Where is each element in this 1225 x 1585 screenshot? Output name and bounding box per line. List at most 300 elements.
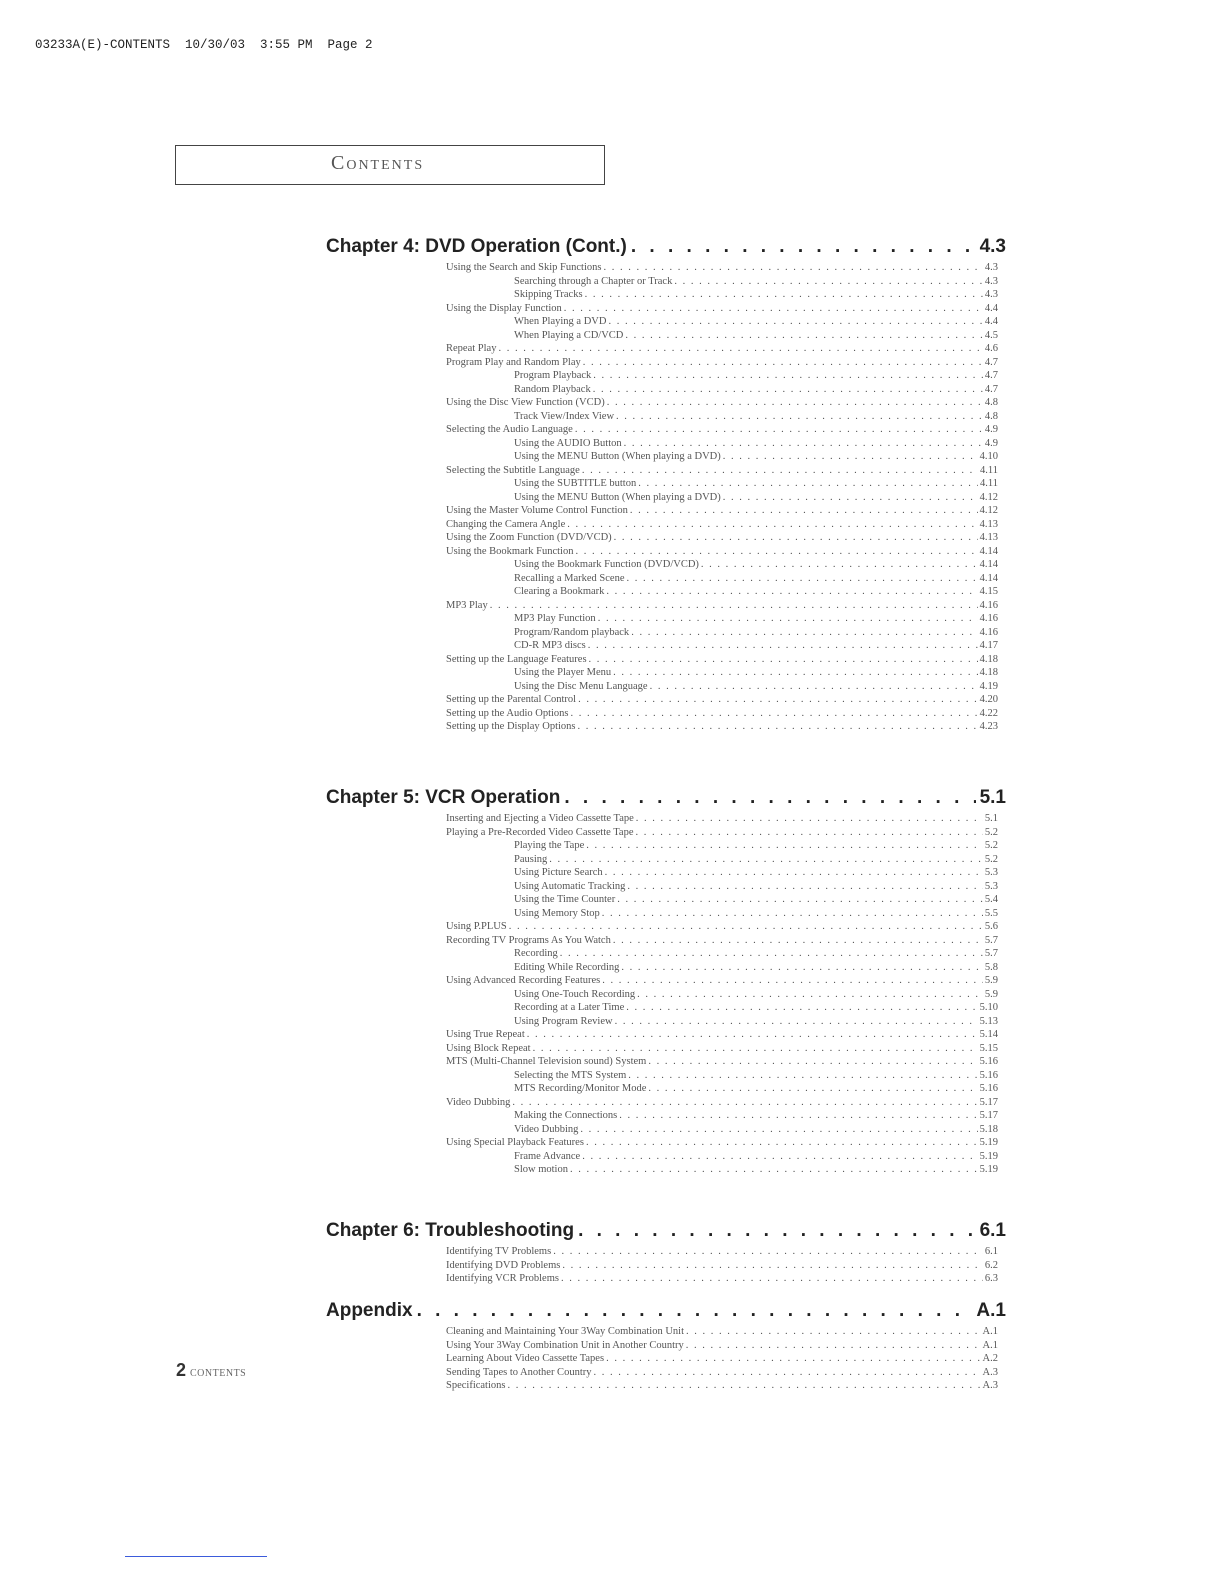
- toc-entry[interactable]: [326, 546, 998, 560]
- dot-leader: [631, 627, 977, 638]
- entry-page: 4.8: [984, 397, 998, 408]
- entry-title: Video Dubbing: [514, 1123, 579, 1135]
- entry-page: 5.16: [979, 1056, 998, 1067]
- appendix-section: [326, 1300, 1006, 1394]
- dot-leader: [560, 948, 983, 959]
- entry-page: 5.9: [984, 975, 998, 986]
- toc-entry[interactable]: [326, 357, 998, 371]
- dot-leader: [571, 708, 978, 719]
- dot-leader: [586, 840, 983, 851]
- toc-entry[interactable]: [326, 519, 998, 533]
- entry-title: Using Memory Stop: [514, 907, 600, 919]
- page-number: [176, 1360, 246, 1381]
- entry-page: A.3: [982, 1380, 998, 1391]
- entry-title: Making the Connections: [514, 1110, 618, 1121]
- entry-page: 4.11: [980, 464, 998, 476]
- entry-title: Playing a Pre-Recorded Video Cassette Tape: [446, 826, 634, 838]
- entry-title: Using Block Repeat: [446, 1042, 531, 1054]
- toc-subentry[interactable]: [326, 867, 998, 881]
- entry-page: 4.16: [979, 613, 998, 624]
- entry-page: A.1: [982, 1339, 998, 1351]
- entry-page: 4.11: [980, 478, 998, 489]
- entry-page: 5.16: [979, 1083, 998, 1094]
- entry-title: Using the Bookmark Function: [446, 545, 574, 557]
- dot-leader: [648, 1056, 977, 1067]
- entry-page: 4.4: [984, 302, 998, 314]
- entry-title: Using the Zoom Function (DVD/VCD): [446, 532, 612, 543]
- dot-leader: [616, 411, 983, 422]
- entry-title: Inserting and Ejecting a Video Cassette Tape: [446, 813, 634, 824]
- entry-title: Using the SUBTITLE button: [514, 478, 637, 489]
- entry-title: Repeat Play: [446, 343, 497, 354]
- entry-page: 4.7: [984, 383, 998, 395]
- dot-leader: [606, 1353, 980, 1364]
- toc-entry[interactable]: [326, 1246, 998, 1260]
- dot-leader: [527, 1029, 978, 1040]
- entry-page: 5.16: [979, 1069, 998, 1081]
- entry-title: Cleaning and Maintaining Your 3Way Combination Unit: [446, 1326, 685, 1337]
- entry-title: Recording TV Programs As You Watch: [446, 934, 611, 946]
- dot-leader: [636, 813, 983, 824]
- toc-subentry[interactable]: [326, 438, 998, 452]
- dot-leader: [674, 276, 983, 287]
- entry-title: Clearing a Bookmark: [514, 586, 605, 597]
- entry-page: 4.16: [979, 626, 998, 638]
- dot-leader: [582, 1151, 977, 1162]
- dot-leader: [602, 975, 983, 986]
- chapter-heading[interactable]: [326, 787, 1006, 813]
- dot-leader: [564, 787, 975, 809]
- entry-title: Program Play and Random Play: [446, 356, 581, 368]
- print-slug: 03233A(E)-CONTENTS 10/30/03 3:55 PM Page 2: [35, 38, 373, 52]
- entry-page: 5.15: [979, 1042, 998, 1054]
- entry-page: 4.18: [979, 667, 998, 678]
- chapter-page: 6.1: [979, 1220, 1006, 1241]
- chapter-heading[interactable]: [326, 236, 1006, 262]
- toc-entry[interactable]: [326, 343, 998, 357]
- toc-entry[interactable]: [326, 694, 998, 708]
- toc-entry[interactable]: [326, 921, 998, 935]
- toc-subentry[interactable]: [326, 384, 998, 398]
- toc-subentry[interactable]: [326, 681, 998, 695]
- entry-title: Setting up the Display Options: [446, 721, 576, 732]
- entry-title: Using the MENU Button (When playing a DVD): [514, 451, 721, 462]
- toc-subentry[interactable]: [326, 1124, 998, 1138]
- toc-entry[interactable]: [326, 397, 998, 411]
- dot-leader: [498, 343, 982, 354]
- entry-title: Setting up the Language Features: [446, 653, 587, 665]
- entry-title: Slow motion: [514, 1164, 568, 1175]
- entry-page: 4.6: [984, 343, 998, 354]
- dot-leader: [615, 1016, 978, 1027]
- entry-title: Using the Master Volume Control Function: [446, 505, 628, 516]
- toc-subentry[interactable]: [326, 881, 998, 895]
- dot-leader: [512, 1097, 977, 1108]
- toc-subentry[interactable]: [326, 276, 998, 290]
- toc-entry[interactable]: [326, 1326, 998, 1340]
- toc-entry[interactable]: [326, 1340, 998, 1354]
- entry-page: 4.5: [984, 329, 998, 341]
- toc-subentry[interactable]: [326, 667, 998, 681]
- toc-entry[interactable]: [326, 1056, 998, 1070]
- entry-title: Using the Search and Skip Functions: [446, 262, 602, 273]
- toc-subentry[interactable]: [326, 478, 998, 492]
- dot-leader: [624, 438, 983, 449]
- entry-page: 5.18: [979, 1123, 998, 1135]
- entry-title: Program Playback: [514, 370, 592, 381]
- toc-subentry[interactable]: [326, 316, 998, 330]
- entry-title: Editing While Recording: [514, 961, 620, 973]
- entry-title: Using the Display Function: [446, 302, 562, 314]
- dot-leader: [578, 1220, 976, 1242]
- entry-title: Using the Disc View Function (VCD): [446, 397, 605, 408]
- entry-title: Using the Player Menu: [514, 667, 612, 678]
- toc-subentry[interactable]: [326, 840, 998, 854]
- chapter-heading[interactable]: [326, 1300, 1006, 1326]
- toc-entry[interactable]: [326, 1097, 998, 1111]
- entry-title: Selecting the Subtitle Language: [446, 464, 580, 476]
- entry-title: Setting up the Audio Options: [446, 707, 569, 719]
- toc-subentry[interactable]: [326, 908, 998, 922]
- chapter-section: [326, 1220, 1006, 1287]
- entry-page: 5.8: [984, 961, 998, 973]
- entry-page: 4.17: [979, 640, 998, 651]
- entry-page: 6.1: [984, 1246, 998, 1257]
- dot-leader: [686, 1326, 981, 1337]
- entry-page: 4.12: [979, 491, 998, 503]
- toc-entry[interactable]: [326, 1367, 998, 1381]
- entry-title: Using Automatic Tracking: [514, 880, 626, 892]
- entry-title: Learning About Video Cassette Tapes: [446, 1353, 605, 1364]
- dot-leader: [617, 894, 983, 905]
- entry-title: Recording: [514, 948, 558, 959]
- contents-title-box: [175, 145, 605, 185]
- entry-page: 4.13: [979, 518, 998, 530]
- chapter-page: A.1: [976, 1300, 1006, 1321]
- entry-page: 4.14: [979, 559, 998, 570]
- page-label: CONTENTS: [190, 1368, 247, 1379]
- dot-leader: [603, 262, 982, 273]
- toc-subentry[interactable]: [326, 1016, 998, 1030]
- dot-leader: [701, 559, 978, 570]
- entry-title: MTS (Multi-Channel Television sound) System: [446, 1056, 647, 1067]
- chapter-title: Appendix: [326, 1300, 413, 1321]
- entry-title: CD-R MP3 discs: [514, 640, 586, 651]
- dot-leader: [507, 1380, 980, 1391]
- dot-leader: [625, 330, 983, 341]
- dot-leader: [561, 1273, 983, 1284]
- entry-page: 5.3: [984, 867, 998, 878]
- entry-page: 4.7: [984, 370, 998, 381]
- toc-subentry[interactable]: [326, 451, 998, 465]
- dot-leader: [570, 1164, 978, 1175]
- entry-page: 6.2: [984, 1259, 998, 1271]
- entry-title: MP3 Play: [446, 599, 488, 611]
- entry-title: Using One-Touch Recording: [514, 988, 636, 1000]
- toc-subentry[interactable]: [326, 1164, 998, 1178]
- dot-leader: [578, 721, 978, 732]
- entry-title: Recalling a Marked Scene: [514, 572, 625, 584]
- dot-leader: [533, 1043, 978, 1054]
- entry-page: 5.2: [984, 840, 998, 851]
- toc-subentry[interactable]: [326, 1110, 998, 1124]
- entry-title: Searching through a Chapter or Track: [514, 275, 673, 287]
- entry-page: 5.3: [984, 880, 998, 892]
- dot-leader: [638, 478, 978, 489]
- dot-leader: [614, 532, 978, 543]
- entry-page: 4.12: [979, 505, 998, 516]
- dot-leader: [605, 867, 983, 878]
- toc-entry[interactable]: [326, 303, 998, 317]
- entry-title: Identifying DVD Problems: [446, 1259, 561, 1271]
- entry-page: A.3: [982, 1366, 998, 1378]
- entry-title: Using the MENU Button (When playing a DVD): [514, 491, 721, 503]
- toc-subentry[interactable]: [326, 370, 998, 384]
- entry-title: Using the Time Counter: [514, 894, 616, 905]
- dot-leader: [567, 519, 977, 530]
- toc-entry[interactable]: [326, 813, 998, 827]
- entry-page: 5.19: [979, 1137, 998, 1148]
- entry-title: Using the Disc Menu Language: [514, 680, 648, 692]
- entry-page: 5.19: [979, 1164, 998, 1175]
- entry-page: 5.17: [979, 1110, 998, 1121]
- dot-leader: [490, 600, 978, 611]
- dot-leader: [585, 289, 983, 300]
- entry-page: 5.19: [979, 1150, 998, 1162]
- entry-page: 4.15: [979, 586, 998, 597]
- toc-subentry[interactable]: [326, 1070, 998, 1084]
- dot-leader: [627, 881, 982, 892]
- entry-page: 5.7: [984, 948, 998, 959]
- toc-subentry[interactable]: [326, 640, 998, 654]
- entry-title: Skipping Tracks: [514, 289, 583, 300]
- entry-title: Using Program Review: [514, 1015, 613, 1027]
- entry-page: 4.9: [984, 437, 998, 449]
- entry-title: Using the Bookmark Function (DVD/VCD): [514, 559, 699, 570]
- entry-page: 6.3: [984, 1273, 998, 1284]
- toc-entry[interactable]: [326, 262, 998, 276]
- entry-title: MTS Recording/Monitor Mode: [514, 1083, 647, 1094]
- toc-subentry[interactable]: [326, 989, 998, 1003]
- entry-page: 5.13: [979, 1015, 998, 1027]
- toc-entry[interactable]: [326, 935, 998, 949]
- dot-leader: [588, 640, 978, 651]
- footer-rule: [125, 1556, 267, 1557]
- toc-subentry[interactable]: [326, 559, 998, 573]
- toc-subentry[interactable]: [326, 627, 998, 641]
- dot-leader: [580, 1124, 977, 1135]
- chapter-section: [326, 236, 1006, 735]
- entry-page: 4.20: [979, 694, 998, 705]
- toc-entry[interactable]: [326, 505, 998, 519]
- toc-subentry[interactable]: [326, 948, 998, 962]
- dot-leader: [562, 1260, 983, 1271]
- dot-leader: [593, 370, 983, 381]
- chapter-page: 5.1: [979, 787, 1006, 808]
- entry-page: 5.4: [984, 894, 998, 905]
- toc-subentry[interactable]: [326, 492, 998, 506]
- dot-leader: [509, 921, 983, 932]
- dot-leader: [575, 546, 977, 557]
- toc-subentry[interactable]: [326, 613, 998, 627]
- dot-leader: [606, 586, 977, 597]
- entry-page: A.2: [982, 1353, 998, 1364]
- entry-title: Selecting the Audio Language: [446, 424, 573, 435]
- chapter-section: [326, 787, 1006, 1178]
- entry-page: 5.5: [984, 907, 998, 919]
- entry-page: 4.19: [979, 680, 998, 692]
- entry-page: 4.23: [979, 721, 998, 732]
- toc-subentry[interactable]: [326, 586, 998, 600]
- entry-title: Program/Random playback: [514, 626, 630, 638]
- toc-entry[interactable]: [326, 975, 998, 989]
- toc-entry[interactable]: [326, 654, 998, 668]
- entry-page: 5.9: [984, 988, 998, 1000]
- entry-title: Recording at a Later Time: [514, 1002, 625, 1013]
- entry-page: 4.3: [984, 262, 998, 273]
- entry-title: Changing the Camera Angle: [446, 518, 566, 530]
- dot-leader: [650, 681, 978, 692]
- toc-subentry[interactable]: [326, 1151, 998, 1165]
- entry-page: 5.6: [984, 921, 998, 932]
- toc-entry[interactable]: [326, 1137, 998, 1151]
- chapter-title: Chapter 4: DVD Operation (Cont.): [326, 236, 627, 257]
- toc-entry[interactable]: [326, 827, 998, 841]
- dot-leader: [549, 854, 983, 865]
- dot-leader: [723, 492, 978, 503]
- dot-leader: [582, 465, 978, 476]
- dot-leader: [586, 1137, 978, 1148]
- dot-leader: [613, 667, 978, 678]
- entry-page: 4.9: [984, 424, 998, 435]
- entry-page: 5.10: [979, 1002, 998, 1013]
- toc-entry[interactable]: [326, 1043, 998, 1057]
- entry-page: 4.13: [979, 532, 998, 543]
- entry-page: 5.1: [984, 813, 998, 824]
- entry-title: Pausing: [514, 853, 548, 865]
- entry-page: 5.7: [984, 934, 998, 946]
- entry-title: Identifying TV Problems: [446, 1246, 552, 1257]
- dot-leader: [626, 1002, 977, 1013]
- entry-title: Selecting the MTS System: [514, 1069, 627, 1081]
- entry-page: 4.14: [979, 545, 998, 557]
- dot-leader: [613, 935, 983, 946]
- entry-title: Sending Tapes to Another Country: [446, 1366, 592, 1378]
- entry-title: Using Advanced Recording Features: [446, 975, 601, 986]
- entry-page: 5.2: [984, 826, 998, 838]
- entry-title: MP3 Play Function: [514, 613, 596, 624]
- entry-title: Setting up the Parental Control: [446, 694, 577, 705]
- dot-leader: [575, 424, 983, 435]
- toc-entry[interactable]: [326, 1273, 998, 1287]
- dot-leader: [630, 505, 978, 516]
- dot-leader: [627, 573, 978, 584]
- dot-leader: [602, 908, 983, 919]
- toc-entry[interactable]: [326, 1260, 998, 1274]
- toc-entry[interactable]: [326, 465, 998, 479]
- entry-title: Using Your 3Way Combination Unit in Another Country: [446, 1339, 684, 1351]
- dot-leader: [417, 1300, 973, 1322]
- dot-leader: [648, 1083, 977, 1094]
- toc-subentry[interactable]: [326, 854, 998, 868]
- toc-entry[interactable]: [326, 708, 998, 722]
- toc-subentry[interactable]: [326, 330, 998, 344]
- dot-leader: [564, 303, 983, 314]
- toc-subentry[interactable]: [326, 1002, 998, 1016]
- dot-leader: [589, 654, 978, 665]
- entry-page: A.1: [982, 1326, 998, 1337]
- dot-leader: [723, 451, 978, 462]
- dot-leader: [553, 1246, 983, 1257]
- toc-subentry[interactable]: [326, 962, 998, 976]
- dot-leader: [637, 989, 983, 1000]
- toc-entry[interactable]: [326, 1029, 998, 1043]
- entry-page: 4.8: [984, 410, 998, 422]
- dot-leader: [607, 397, 983, 408]
- entry-page: 4.7: [984, 356, 998, 368]
- entry-title: Frame Advance: [514, 1150, 581, 1162]
- entry-page: 4.16: [979, 599, 998, 611]
- entry-title: Specifications: [446, 1380, 506, 1391]
- toc-subentry[interactable]: [326, 411, 998, 425]
- contents-title: Contents: [331, 152, 425, 174]
- toc-subentry[interactable]: [326, 573, 998, 587]
- entry-page: 4.3: [984, 275, 998, 287]
- toc-entry[interactable]: [326, 721, 998, 735]
- toc-entry[interactable]: [326, 424, 998, 438]
- chapter-title: Chapter 5: VCR Operation: [326, 787, 561, 808]
- toc-subentry[interactable]: [326, 894, 998, 908]
- toc-entry[interactable]: [326, 532, 998, 546]
- entry-page: 5.17: [979, 1096, 998, 1108]
- entry-page: 4.18: [979, 653, 998, 665]
- dot-leader: [578, 694, 978, 705]
- entry-page: 4.4: [984, 316, 998, 327]
- dot-leader: [593, 384, 983, 395]
- entry-title: Using the AUDIO Button: [514, 437, 622, 449]
- toc-entry[interactable]: [326, 1353, 998, 1367]
- dot-leader: [636, 827, 983, 838]
- toc-subentry[interactable]: [326, 289, 998, 303]
- toc-entry[interactable]: [326, 1380, 998, 1394]
- chapter-page: 4.3: [979, 236, 1006, 257]
- toc-entry[interactable]: [326, 600, 998, 614]
- entry-title: Video Dubbing: [446, 1096, 511, 1108]
- entry-page: 4.10: [979, 451, 998, 462]
- entry-title: Using Special Playback Features: [446, 1137, 584, 1148]
- entry-title: Using P.PLUS: [446, 921, 507, 932]
- dot-leader: [631, 236, 976, 258]
- entry-title: When Playing a CD/VCD: [514, 329, 624, 341]
- dot-leader: [686, 1340, 981, 1351]
- entry-page: 5.14: [979, 1029, 998, 1040]
- entry-page: 4.3: [984, 289, 998, 300]
- entry-page: 4.14: [979, 572, 998, 584]
- chapter-heading[interactable]: [326, 1220, 1006, 1246]
- chapter-title: Chapter 6: Troubleshooting: [326, 1220, 575, 1241]
- entry-title: When Playing a DVD: [514, 316, 607, 327]
- entry-page: 4.22: [979, 707, 998, 719]
- dot-leader: [583, 357, 983, 368]
- entry-title: Using Picture Search: [514, 867, 603, 878]
- entry-title: Identifying VCR Problems: [446, 1273, 559, 1284]
- entry-title: Using True Repeat: [446, 1029, 525, 1040]
- dot-leader: [621, 962, 983, 973]
- dot-leader: [598, 613, 978, 624]
- entry-title: Playing the Tape: [514, 840, 585, 851]
- entry-page: 5.2: [984, 853, 998, 865]
- toc-subentry[interactable]: [326, 1083, 998, 1097]
